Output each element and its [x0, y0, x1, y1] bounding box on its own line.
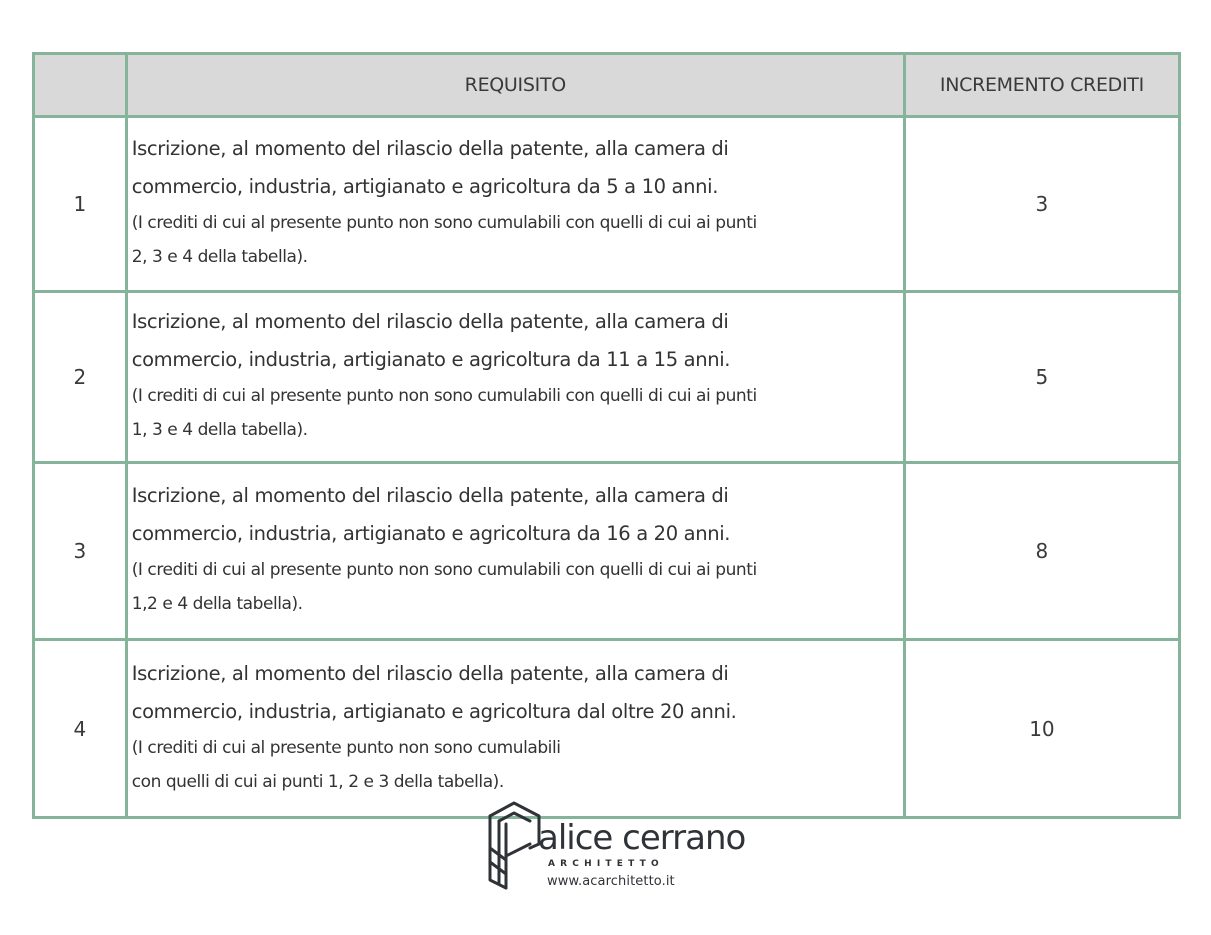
- requirement-note: (I crediti di cui al presente punto non sono cumulabili con quelli di cui ai punti: [131, 560, 757, 580]
- row-number: 3: [34, 463, 127, 640]
- requirement-note: 1,2 e 4 della tabella).: [131, 594, 303, 614]
- requirement-note: (I crediti di cui al presente punto non sono cumulabili con quelli di cui ai punti: [131, 386, 757, 406]
- credits-table: [32, 52, 1181, 819]
- table-row: [34, 463, 1180, 640]
- requirement-note: (I crediti di cui al presente punto non sono cumulabili: [131, 737, 561, 758]
- requirement-text: Iscrizione, al momento del rilascio della patente, alla camera di: [131, 484, 729, 507]
- requirement-cell: [126, 640, 904, 818]
- requirement-note: (I crediti di cui al presente punto non sono cumulabili con quelli di cui ai punti: [131, 213, 757, 233]
- requirement-text: Iscrizione, al momento del rilascio della patente, alla camera di: [131, 661, 729, 685]
- header-number: [34, 54, 127, 117]
- building-outline-icon: [486, 800, 544, 892]
- requirement-text: Iscrizione, al momento del rilascio della patente, alla camera di: [131, 310, 729, 333]
- requirement-note: 1, 3 e 4 della tabella).: [131, 420, 308, 440]
- credits-value: 8: [904, 463, 1179, 640]
- requirement-note: 2, 3 e 4 della tabella).: [131, 247, 308, 267]
- credits-value: 10: [904, 640, 1179, 818]
- requirement-cell: [126, 117, 904, 292]
- requirement-cell: [126, 463, 904, 640]
- row-number: 4: [34, 640, 127, 818]
- table-header-row: [34, 54, 1180, 117]
- row-number: 1: [34, 117, 127, 292]
- requirement-text: Iscrizione, al momento del rilascio della patente, alla camera di: [131, 137, 729, 160]
- brand-name: alice cerrano: [538, 818, 746, 858]
- requirement-text: commercio, industria, artigianato e agricoltura da 16 a 20 anni.: [131, 522, 731, 545]
- brand-logo: [486, 800, 746, 895]
- brand-subtitle: ARCHITETTO: [548, 859, 664, 869]
- requirement-cell: [126, 292, 904, 463]
- requirement-text: commercio, industria, artigianato e agricoltura da 5 a 10 anni.: [131, 175, 719, 198]
- requirement-text: commercio, industria, artigianato e agricoltura da 11 a 15 anni.: [131, 348, 731, 371]
- table-row: [34, 117, 1180, 292]
- table-row: [34, 292, 1180, 463]
- requirement-note: con quelli di cui ai punti 1, 2 e 3 della tabella).: [131, 771, 504, 792]
- requirement-text: commercio, industria, artigianato e agricoltura dal oltre 20 anni.: [131, 699, 737, 723]
- row-number: 2: [34, 292, 127, 463]
- table-row: [34, 640, 1180, 818]
- credits-value: 3: [904, 117, 1179, 292]
- credits-value: 5: [904, 292, 1179, 463]
- brand-url: www.acarchitetto.it: [547, 874, 675, 889]
- header-requirement: REQUISITO: [126, 54, 904, 117]
- header-credits: INCREMENTO CREDITI: [904, 54, 1179, 117]
